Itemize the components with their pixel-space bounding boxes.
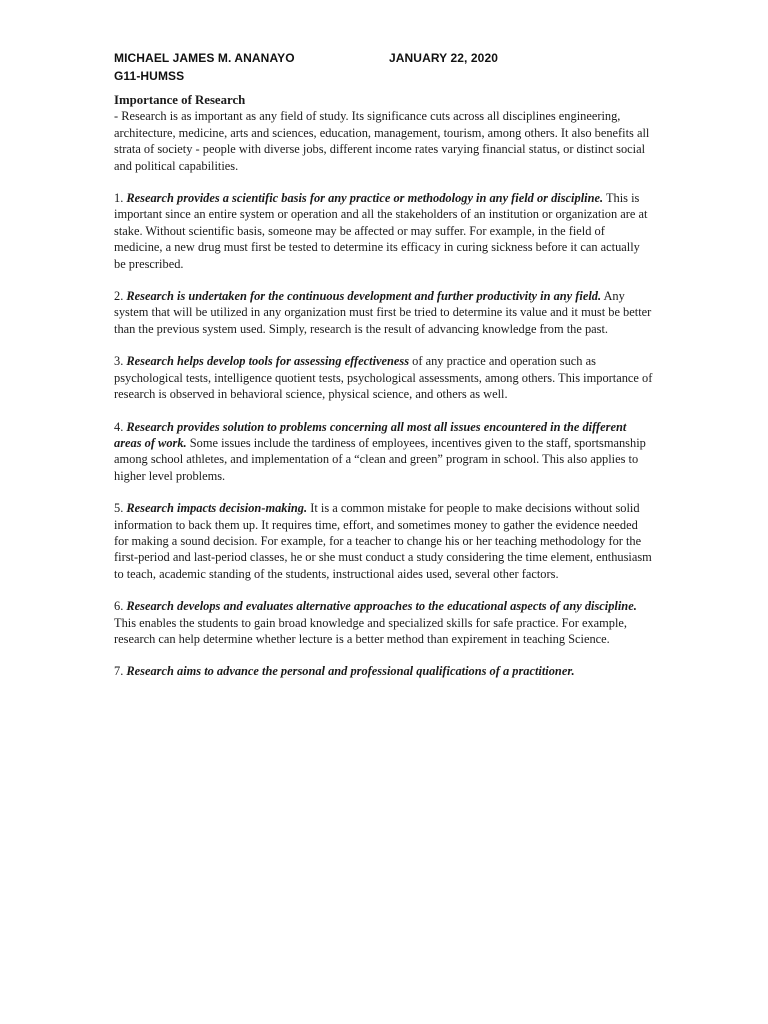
list-item — [114, 288, 654, 337]
document-date: JANUARY 22, 2020 — [389, 51, 498, 65]
item-lead: Research aims to advance the personal and professional qualifications of a practitioner. — [126, 664, 575, 679]
document-body — [114, 92, 654, 696]
class-section: G11-HUMSS — [114, 69, 185, 83]
list-item — [114, 500, 654, 582]
item-lead: Research develops and evaluates alternative approaches to the educational aspects of any discipline. — [126, 599, 637, 614]
item-number: 2. — [114, 289, 124, 304]
item-lead: Research provides solution to problems concerning all most all issues encountered in the different areas of work. — [114, 419, 627, 450]
item-number: 3. — [114, 354, 124, 369]
list-item — [114, 353, 654, 402]
item-number: 6. — [114, 599, 124, 614]
list-item — [114, 190, 654, 272]
item-number: 1. — [114, 191, 124, 206]
item-text: It is a common mistake for people to make decisions without solid information to back them up. It requires time, effort, and sometimes money to gather the evidence needed for making a sound decision. For example, for a teacher to change his or her teaching methodology for the first-period and last-period classes, he or she must conduct a study considering the time element, enthusiasm to teach, academic standing of the students, instructional aides used, several other factors. — [114, 501, 652, 581]
item-lead: Research is undertaken for the continuous development and further productivity in any field. — [126, 289, 602, 304]
item-text: Some issues include the tardiness of employees, incentives given to the staff, sportsmanship among school athletes, and implementation of a “clean and green” program in school. This also applies to higher level problems. — [114, 435, 646, 483]
item-text: This enables the students to gain broad knowledge and specialized skills for safe practice. For example, research can help determine whether lecture is a better method than expirement in teaching Science. — [114, 615, 628, 646]
list-item — [114, 598, 654, 647]
item-lead: Research impacts decision-making. — [126, 501, 308, 516]
item-number: 5. — [114, 501, 124, 516]
item-lead: Research provides a scientific basis for any practice or methodology in any field or discipline. — [126, 191, 604, 206]
item-number: 7. — [114, 664, 124, 679]
item-number: 4. — [114, 419, 124, 434]
document-title: Importance of Research — [114, 93, 246, 107]
author-name: MICHAEL JAMES M. ANANAYO — [114, 51, 295, 65]
item-text: of any practice and operation such as psychological tests, intelligence quotient tests, psychological assessments, among others. This importance of research is observed in behavioral science, physical science, and others as well. — [114, 354, 653, 402]
intro-paragraph: - Research is as important as any field of study. Its significance cuts across all disciplines engineering, architecture, medicine, arts and sciences, education, management, tourism, among others. It also benefits all strata of society - people with diverse jobs, different income rates varying financial status, or distinct social and political capabilities. — [114, 109, 650, 173]
item-lead: Research helps develop tools for assessing effectiveness — [126, 354, 410, 369]
item-text: Any system that will be utilized in any organization must first be tried to determine its value and it must be better than the previous system used. Simply, research is the result of advancing knowledge from the past. — [114, 289, 652, 336]
list-item — [114, 419, 654, 485]
item-text: This is important since an entire system or operation and all the stakeholders of an institution or organization are at stake. Without scientific basis, someone may be affected or may suffer. For example, in the field of medicine, a new drug must first be tested to determine its efficacy in curing sickness before it can actually be prescribed. — [114, 191, 648, 271]
list-item — [114, 663, 654, 679]
